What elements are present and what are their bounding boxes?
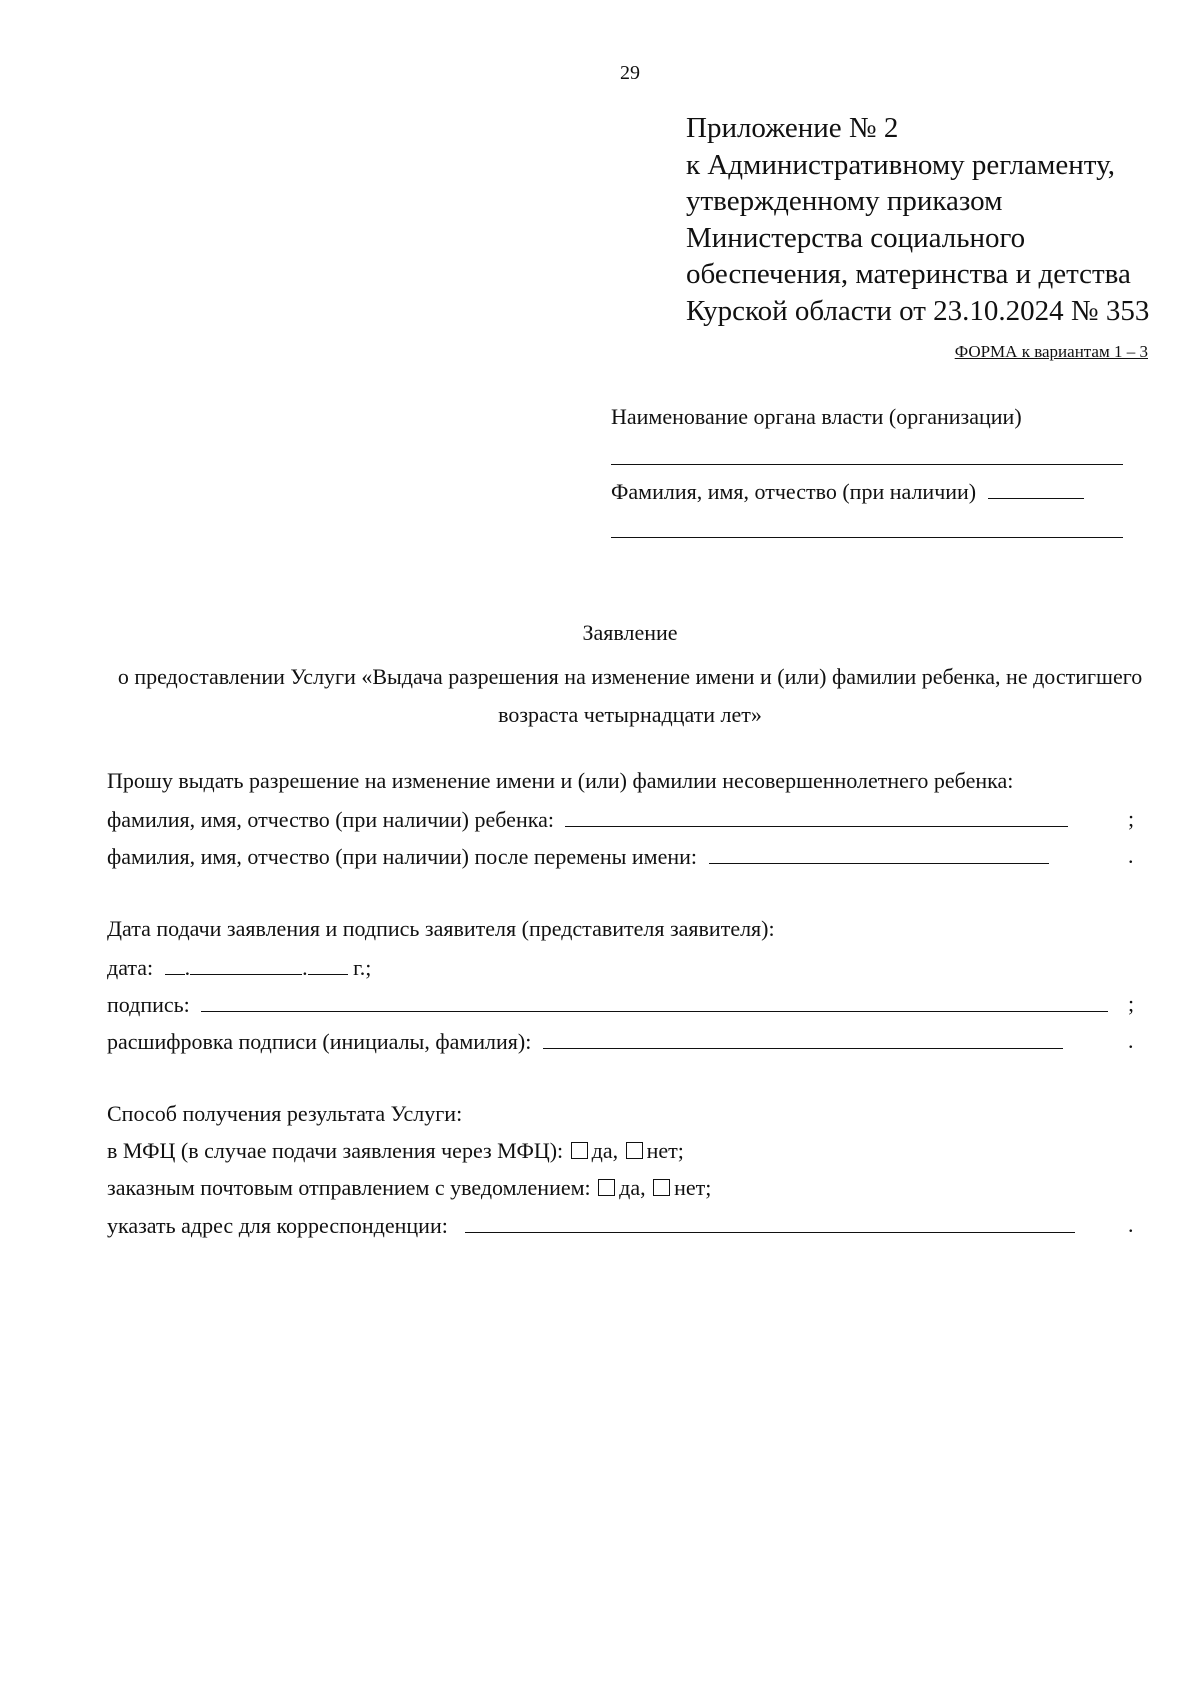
address-field[interactable]: [465, 1212, 1075, 1233]
period: .: [1128, 1028, 1134, 1053]
mfc-yes-checkbox[interactable]: [571, 1142, 588, 1159]
signature-row: подпись:: [107, 991, 1108, 1018]
applicant-fio-field-2[interactable]: [611, 537, 1123, 538]
decoding-field[interactable]: [543, 1028, 1063, 1049]
date-day-field[interactable]: [165, 954, 185, 975]
signature-heading: Дата подачи заявления и подпись заявителя (представителя заявителя):: [107, 916, 775, 941]
date-row: дата: . . г.;: [107, 955, 372, 980]
decoding-row: расшифровка подписи (инициалы, фамилия):: [107, 1028, 1063, 1055]
mfc-no-checkbox[interactable]: [626, 1142, 643, 1159]
mail-yes-checkbox[interactable]: [598, 1179, 615, 1196]
mfc-row: в МФЦ (в случае подачи заявления через МФЦ): да, нет;: [107, 1138, 684, 1163]
appendix-line: обеспечения, материнства и детства: [686, 258, 1131, 290]
period: .: [1128, 843, 1134, 868]
appendix-line: утвержденному приказом: [686, 185, 1003, 217]
applicant-fio-field[interactable]: [988, 478, 1084, 499]
semicolon: ;: [1128, 991, 1135, 1016]
delivery-heading: Способ получения результата Услуги:: [107, 1101, 463, 1126]
mail-row: заказным почтовым отправлением с уведомлением: да, нет;: [107, 1175, 712, 1200]
form-label: ФОРМА к вариантам 1 – 3: [954, 342, 1148, 361]
org-name-field[interactable]: [611, 464, 1123, 465]
signature-field[interactable]: [201, 991, 1108, 1012]
appendix-line: Министерства социального: [686, 221, 1026, 254]
applicant-fio-label: Фамилия, имя, отчество (при наличии): [611, 478, 1084, 505]
address-row: указать адрес для корреспонденции:: [107, 1212, 1075, 1239]
request-intro: Прошу выдать разрешение на изменение имени и (или) фамилии несовершеннолетнего ребенка:: [107, 768, 1014, 793]
document-title: Заявление: [582, 620, 678, 645]
page-number: 29: [620, 62, 640, 84]
semicolon: ;: [1128, 806, 1135, 831]
mail-no-checkbox[interactable]: [653, 1179, 670, 1196]
child-fio-field[interactable]: [565, 806, 1068, 827]
new-fio-row: фамилия, имя, отчество (при наличии) после перемены имени:: [107, 843, 1049, 870]
period: .: [1128, 1212, 1134, 1237]
appendix-block: [686, 110, 1149, 329]
date-year-field[interactable]: [308, 954, 348, 975]
org-name-label: Наименование органа власти (организации): [611, 404, 1022, 429]
child-fio-row: фамилия, имя, отчество (при наличии) ребенка:: [107, 806, 1068, 833]
document-subtitle: о предоставлении Услуги «Выдача разрешения на изменение имени и (или) фамилии ребенка, не достигшего возраста четырнадцати лет»: [117, 664, 1143, 727]
appendix-line: Приложение № 2: [686, 112, 899, 144]
date-month-field[interactable]: [190, 954, 302, 975]
appendix-line: Курской области от 23.10.2024 № 353: [686, 294, 1150, 327]
appendix-line: к Административному регламенту,: [686, 148, 1115, 181]
new-fio-field[interactable]: [709, 843, 1049, 864]
